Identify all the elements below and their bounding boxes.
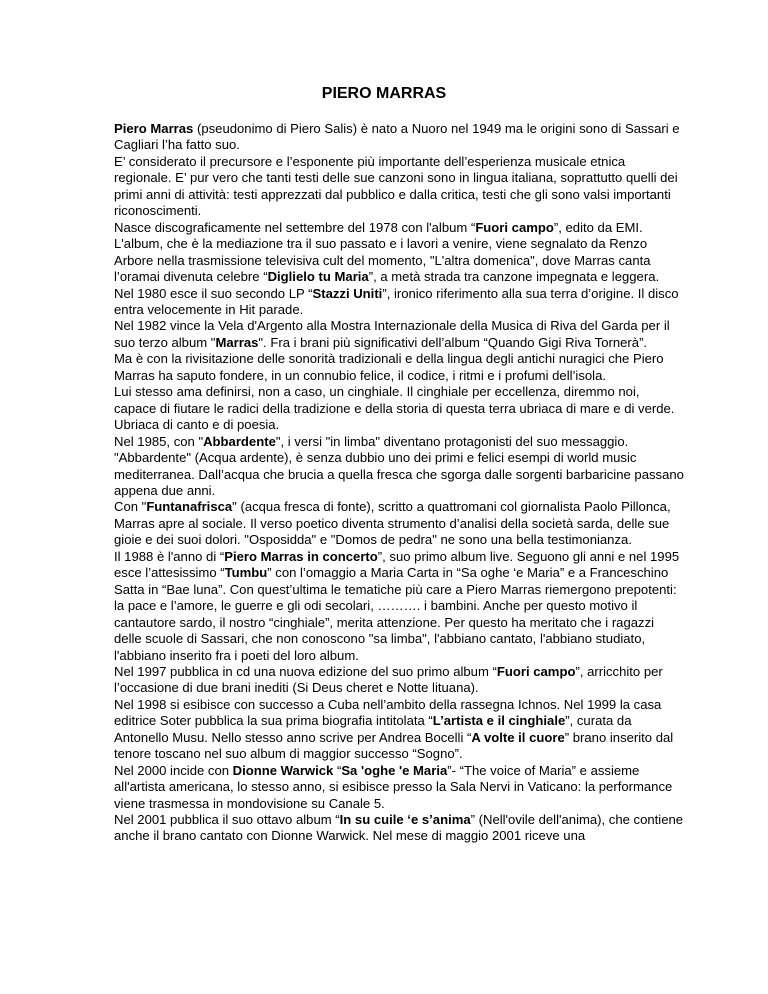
- bold-text: Abbardente: [203, 433, 276, 449]
- text-run: ” brano inserito dal tenore toscano nel suo album di maggior successo “Sogno”.: [114, 729, 674, 762]
- bold-text: Fuori campo: [496, 663, 576, 679]
- text-run: Lui stesso ama definirsi, non a caso, un cinghiale. Il cinghiale per eccellenza, diremmo noi, capace di fiutare le radici della tradizione e della storia di questa terra ubriaca di mare e di verde.: [114, 384, 675, 416]
- bold-text: Fuori campo: [475, 219, 554, 235]
- bold-text: L’artista e il cinghiale: [432, 713, 566, 729]
- paragraph: [114, 417, 684, 433]
- paragraph: [114, 434, 684, 500]
- text-run: “: [333, 762, 342, 778]
- text-run: ”, ironico riferimento alla sua terra d’origine. Il disco entra velocemente in Hit parade.: [114, 285, 679, 317]
- paragraph: [114, 812, 684, 845]
- paragraph: [114, 318, 684, 351]
- page-title: PIERO MARRAS: [321, 85, 447, 102]
- bold-text: A volte il cuore: [471, 729, 565, 745]
- bold-text: Stazzi Uniti: [312, 285, 383, 301]
- text-run: ”, edito da EMI. L'album, che è la mediazione tra il suo passato e i lavori a venire, viene segnalato da Renzo Arbore nella trasmissione televisiva cult del momento, "L'altra domenica", dove Marras canta l’oramai divenuta celebre “: [114, 219, 651, 285]
- paragraph: [114, 763, 684, 812]
- text-run: Nel 2001 pubblica il suo ottavo album “: [114, 812, 340, 828]
- text-run: Nel 1997 pubblica in cd una nuova edizione del suo primo album “: [114, 663, 497, 679]
- text-run: ”, arricchito per l’occasione di due brani inediti (Si Deus cheret e Notte lituana).: [114, 663, 663, 696]
- text-run: ” (Nell'ovile dell'anima), che contiene anche il brano cantato con Dionne Warwick. Nel mese di maggio 2001 riceve una: [114, 812, 684, 844]
- bold-text: In su cuile ‘e s’anima: [339, 812, 471, 828]
- text-run: ”, suo primo album live. Seguono gli anni e nel 1995 esce l’attesissimo “: [114, 548, 680, 581]
- text-run: Nel 1998 si esibisce con successo a Cuba nell’ambito della rassegna Ichnos. Nel 1999 la casa editrice Soter pubblica la sua prima biografia intitolata “: [114, 696, 662, 729]
- text-run: ", i versi "in limba" diventano protagonisti del suo messaggio. "Abbardente" (Acqua ardente), è senza dubbio uno dei primi e felici esempi di world music mediterranea. Dall’acqua che brucia a quella fresca che sgorga dalle sorgenti barbaricine passano appena due anni.: [114, 433, 684, 498]
- paragraph: [114, 664, 684, 697]
- bold-text: Diglielo tu Maria: [267, 269, 369, 285]
- text-run: ”- “The voice of Maria” e assieme all'artista americana, lo stesso anno, si esibisce presso la Sala Nervi in Vaticano: la performance viene trasmessa in mondovisione su Canale 5.: [114, 762, 673, 811]
- paragraph: [114, 351, 684, 384]
- text-run: E’ considerato il precursore e l’esponente più importante dell’esperienza musicale etnica regionale. E’ pur vero che tanti testi delle sue canzoni sono in lingua italiana, soprattutto quelli dei primi anni di attività: testi apprezzati dal pubblico e dalla critica, testi che gli sono valsi importanti riconoscimenti.: [114, 153, 678, 219]
- text-run: Nel 2000 incide con: [114, 762, 233, 778]
- text-run: (pseudonimo di Piero Salis) è nato a Nuoro nel 1949 ma le origini sono di Sassari e Cagliari l’ha fatto suo.: [114, 121, 680, 153]
- text-run: ". Fra i brani più significativi dell’album “Quando Gigi Riva Tornerà”.: [258, 334, 648, 350]
- text-run: ”, a metà strada tra canzone impegnata e leggera.: [368, 269, 660, 285]
- text-run: Nel 1982 vince la Vela d'Argento alla Mostra Internazionale della Musica di Riva del Garda per il suo terzo album ": [114, 318, 670, 350]
- document-body: [114, 121, 684, 845]
- text-run: Nel 1980 esce il suo secondo LP “: [114, 285, 313, 301]
- paragraph: [114, 499, 684, 548]
- text-run: Nasce discograficamente nel settembre del 1978 con l'album “: [114, 219, 476, 235]
- text-run: ”, curata da Antonello Musu. Nello stesso anno scrive per Andrea Bocelli “: [114, 713, 632, 745]
- paragraph: [114, 121, 684, 154]
- bold-text: Piero Marras in concerto: [224, 548, 378, 564]
- bold-text: Funtanafrisca: [146, 499, 233, 515]
- bold-text: Piero Marras: [114, 121, 194, 136]
- paragraph: [114, 154, 684, 220]
- paragraph: [114, 286, 684, 319]
- text-run: Ubriaca di canto e di poesia.: [114, 417, 280, 433]
- text-run: Ma è con la rivisitazione delle sonorità tradizionali e della lingua degli antichi nuragici che Piero Marras ha saputo fondere, in un connubio felice, il codice, i ritmi e i profumi dell’isola.: [114, 351, 664, 383]
- text-run: Il 1988 è l'anno di “: [114, 548, 225, 564]
- bold-text: Sa 'oghe 'e Maria: [341, 762, 448, 778]
- paragraph: [114, 549, 684, 664]
- bold-text: Dionne Warwick: [232, 762, 334, 778]
- bold-text: Tumbu: [224, 565, 268, 581]
- paragraph: [114, 384, 684, 417]
- paragraph: [114, 697, 684, 763]
- bold-text: Marras: [215, 334, 259, 350]
- paragraph: [114, 220, 684, 286]
- text-run: Nel 1985, con ": [114, 433, 204, 449]
- text-run: ” con l’omaggio a Maria Carta in “Sa oghe ‘e Maria” e a Franceschino Satta in “Bae luna”. Con quest’ultima le tematiche più care a Piero Marras riemergono prepotenti: la pace e l’amore, le guerre e gli odi secolari, ………. i bambini. Anche per questo motivo il cantautore sardo, il nostro “cinghiale”, merita attenzione. Per questo ha meritato che i ragazzi delle scuole di Sassari, che non conoscono "sa limba", l'abbiano cantato, l'abbiano studiato, l'abbiano inserito fra i poeti del loro album.: [114, 565, 677, 663]
- text-run: " (acqua fresca di fonte), scritto a quattromani col giornalista Paolo Pillonca, Marras apre al sociale. Il verso poetico diventa strumento d’analisi della società sarda, delle sue gioie e dei suoi dolori. "Osposidda" e "Domos de pedra" ne sono una bella testimonianza.: [114, 499, 671, 548]
- text-run: Con ": [114, 499, 147, 515]
